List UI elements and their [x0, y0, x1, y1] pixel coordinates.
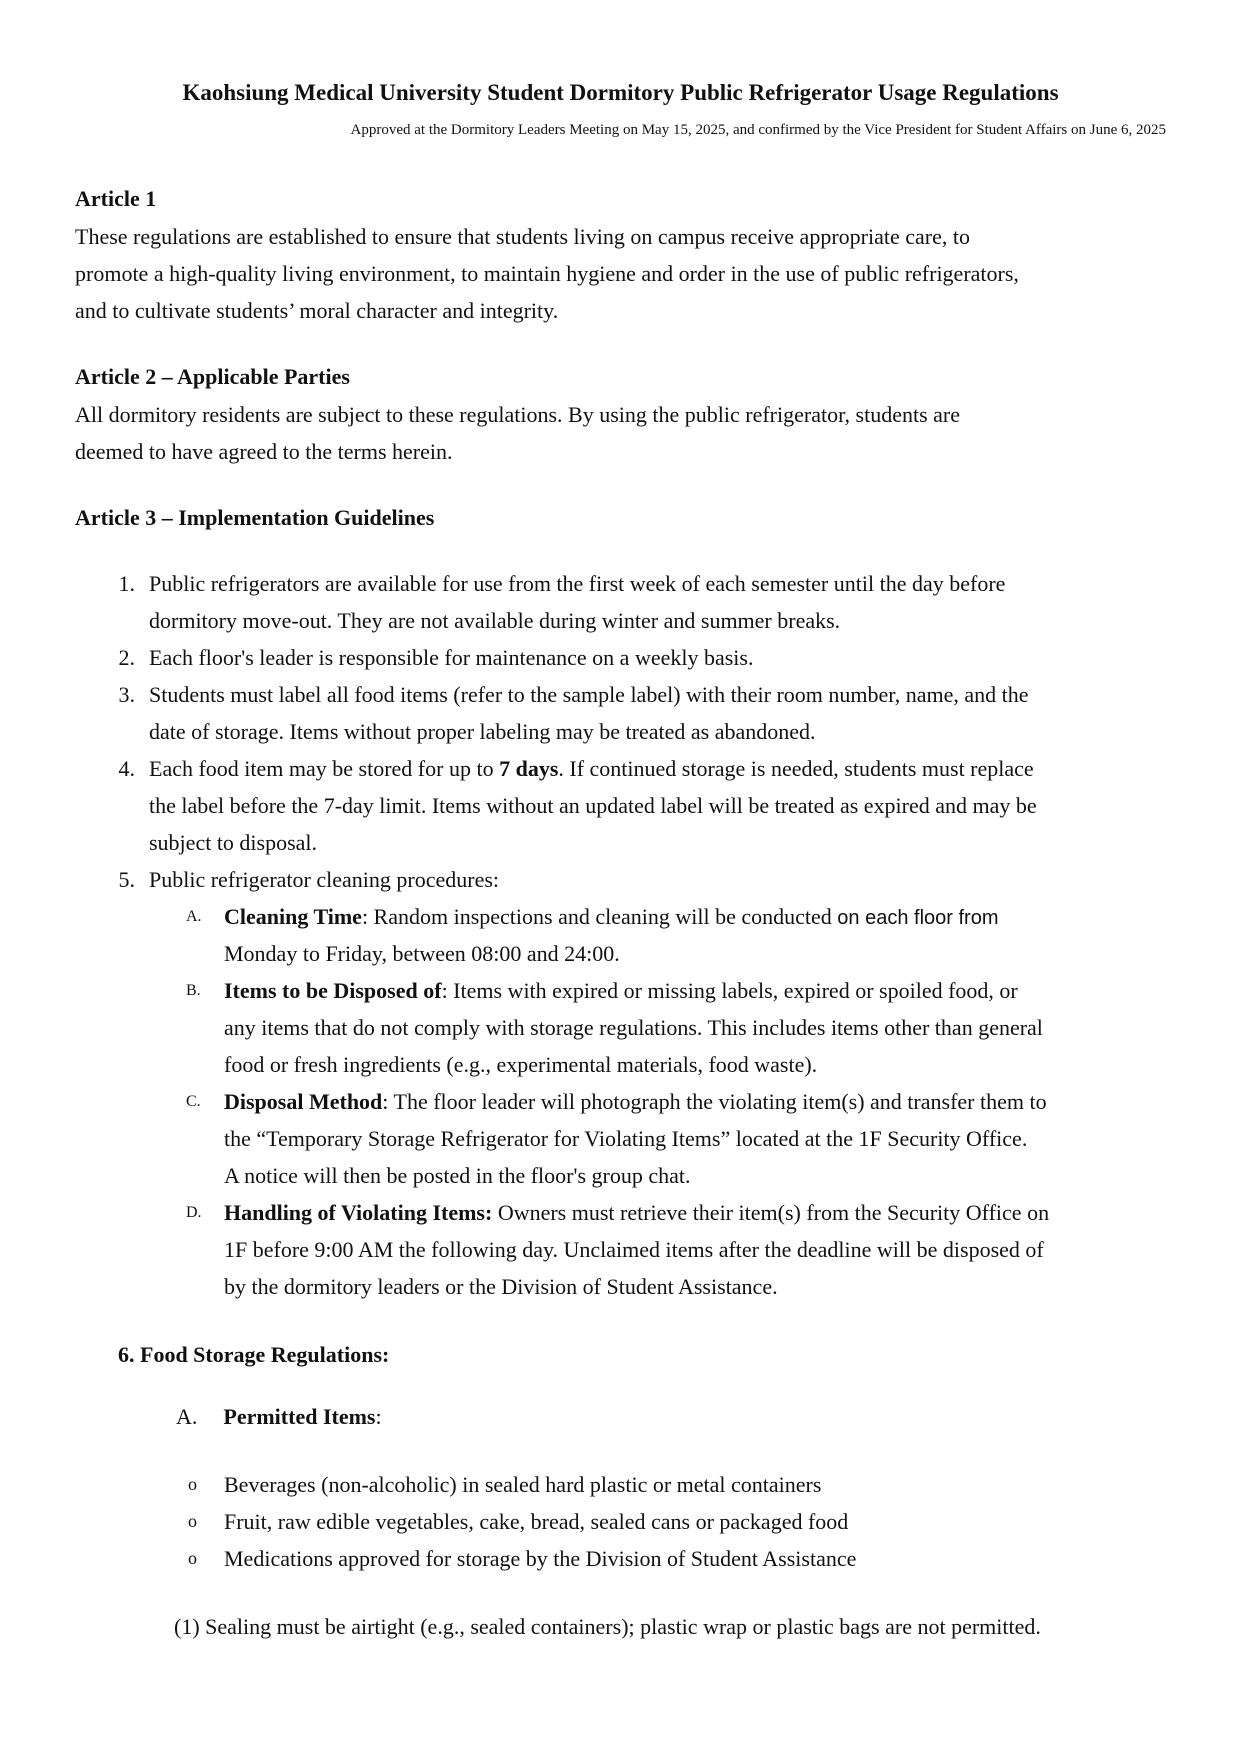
bullet-symbol: o [188, 1474, 197, 1494]
sub-item-text: any items that do not comply with storage regulations. This includes items other than general [224, 1015, 1043, 1040]
list-item-text: the label before the 7-day limit. Items without an updated label will be treated as expired and may be [149, 793, 1037, 818]
sub-item-text: Disposal Method: The floor leader will photograph the violating item(s) and transfer them to [224, 1089, 1047, 1114]
article-1-line: and to cultivate students’ moral character and integrity. [75, 298, 559, 323]
bullet-item: Fruit, raw edible vegetables, cake, bread, sealed cans or packaged food [224, 1509, 849, 1534]
sub-letter: B. [186, 982, 201, 999]
document-title: Kaohsiung Medical University Student Dormitory Public Refrigerator Usage Regulations [182, 80, 1059, 105]
article-3-heading: Article 3 – Implementation Guidelines [75, 505, 435, 530]
sub-item-text: the “Temporary Storage Refrigerator for Violating Items” located at the 1F Security Office. [224, 1126, 1028, 1151]
bullet-item: Medications approved for storage by the Division of Student Assistance [224, 1546, 857, 1571]
approval-note: Approved at the Dormitory Leaders Meeting on May 15, 2025, and confirmed by the Vice President for Student Affairs on June 6, 2025 [350, 122, 1166, 138]
bullet-symbol: o [188, 1511, 197, 1531]
list-item-text: Students must label all food items (refer to the sample label) with their room number, name, and the [149, 682, 1029, 707]
list-item-text: subject to disposal. [149, 830, 318, 855]
article-1-heading: Article 1 [75, 186, 157, 211]
list-number: 4. [118, 756, 135, 781]
list-item-text: Each food item may be stored for up to 7 days. If continued storage is needed, students must replace [149, 756, 1034, 781]
article-1-line: promote a high-quality living environment, to maintain hygiene and order in the use of public refrigerators, [75, 261, 1019, 286]
sub-item-text: by the dormitory leaders or the Division of Student Assistance. [224, 1274, 778, 1299]
sub-item-text: Monday to Friday, between 08:00 and 24:00. [224, 941, 620, 966]
permitted-items-subheading: A. Permitted Items: [176, 1404, 382, 1429]
sub-item-text: Items to be Disposed of: Items with expired or missing labels, expired or spoiled food, or [224, 978, 1018, 1003]
list-number: 2. [118, 645, 135, 670]
list-number: 5. [118, 867, 135, 892]
section-6-heading: 6. Food Storage Regulations: [118, 1342, 390, 1367]
list-number: 1. [118, 571, 135, 596]
sub-item-text: Handling of Violating Items: Owners must retrieve their item(s) from the Security Office on [224, 1200, 1050, 1225]
article-1-line: These regulations are established to ensure that students living on campus receive appropriate care, to [75, 224, 970, 249]
sub-letter: C. [186, 1093, 201, 1110]
list-item-text: Each floor's leader is responsible for maintenance on a weekly basis. [149, 645, 754, 670]
article-2-line: All dormitory residents are subject to these regulations. By using the public refrigerator, students are [75, 402, 960, 427]
list-item-text: dormitory move-out. They are not available during winter and summer breaks. [149, 608, 841, 633]
list-number: 3. [118, 682, 135, 707]
sealing-note: (1) Sealing must be airtight (e.g., sealed containers); plastic wrap or plastic bags are not permitted. [174, 1614, 1041, 1639]
list-item-text: date of storage. Items without proper labeling may be treated as abandoned. [149, 719, 816, 744]
emphasis-7-days: 7 days [499, 756, 559, 781]
list-item-text: Public refrigerators are available for use from the first week of each semester until the day before [149, 571, 1006, 596]
bullet-symbol: o [188, 1548, 197, 1568]
sub-item-text: Cleaning Time: Random inspections and cleaning will be conducted on each floor from [224, 904, 999, 929]
article-2-line: deemed to have agreed to the terms herein. [75, 439, 453, 464]
sub-letter: A. [186, 908, 202, 925]
sub-item-text: 1F before 9:00 AM the following day. Unclaimed items after the deadline will be disposed of [224, 1237, 1044, 1262]
bullet-item: Beverages (non-alcoholic) in sealed hard plastic or metal containers [224, 1472, 822, 1497]
sub-item-text: food or fresh ingredients (e.g., experimental materials, food waste). [224, 1052, 818, 1077]
list-item-text: Public refrigerator cleaning procedures: [149, 867, 500, 892]
article-2-heading: Article 2 – Applicable Parties [75, 364, 350, 389]
sub-letter: D. [186, 1204, 202, 1221]
sub-item-text: A notice will then be posted in the floor's group chat. [224, 1163, 691, 1188]
